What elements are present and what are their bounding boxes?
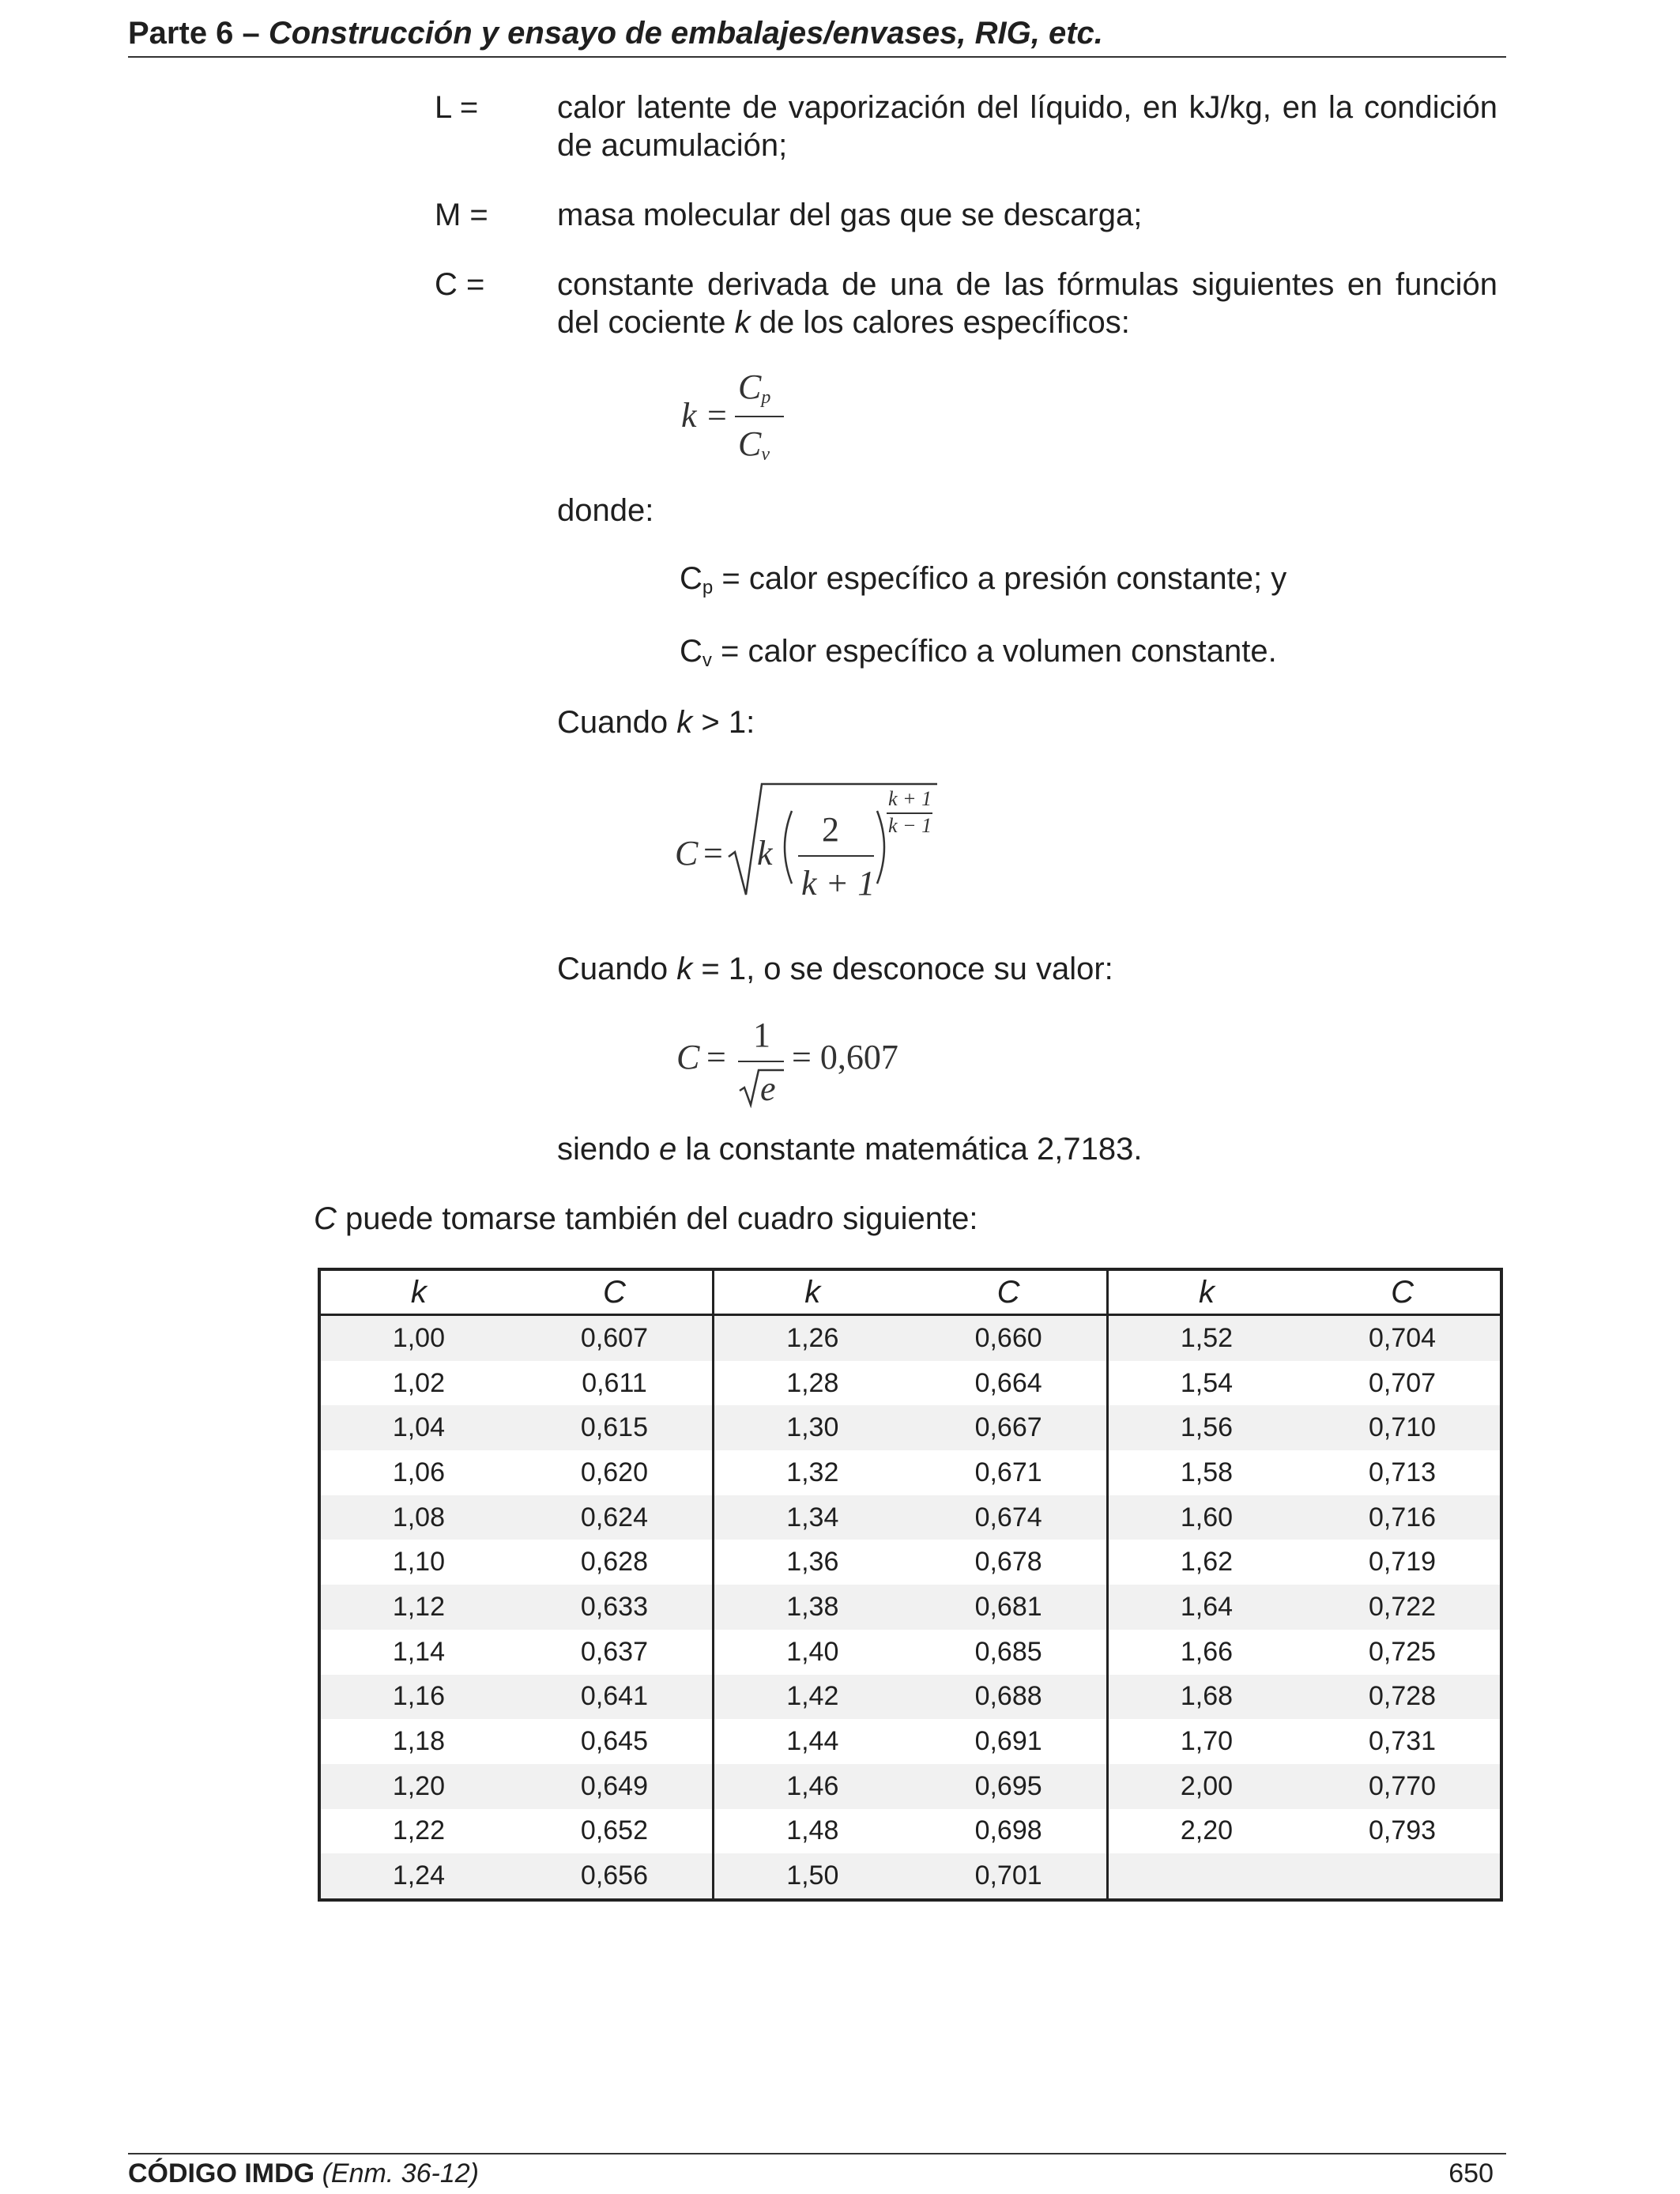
table-row [319,1853,1501,1900]
formula-c1-k: k [757,834,773,873]
formula-c2-num: 1 [753,1016,770,1054]
cell-k: 1,08 [319,1495,517,1540]
cell-c: 0,667 [910,1405,1107,1450]
cell-c: 0,725 [1369,1636,1437,1667]
cell-k: 1,14 [392,1636,445,1667]
cell-k: 1,46 [714,1764,911,1809]
formula-k-num-c: C [738,368,762,406]
cell-c: 0,707 [1369,1367,1437,1398]
def-text-m: masa molecular del gas que se descarga; [557,198,1143,232]
when-k-greater [557,703,755,741]
def-text-c [557,266,1497,341]
cell-c: 0,793 [1369,1815,1437,1846]
cell-c: 0,656 [517,1853,714,1900]
header-c-3: C [1305,1269,1501,1315]
cp-definition [680,560,1286,607]
formula-c1-den: k + 1 [801,864,876,903]
table-row [319,1361,1501,1406]
cell-k: 1,36 [714,1540,911,1585]
formula-c1-bar [798,855,874,857]
formula-c1-exp-num: k + 1 [888,787,932,810]
table-row [319,1719,1501,1764]
cell-k: 1,02 [392,1367,445,1398]
cell-k: 1,64 [1107,1585,1305,1630]
formula-c2-lhs: C [676,1038,700,1076]
cell-k: 1,12 [319,1585,517,1630]
cell-c: 0,645 [580,1726,649,1757]
table-row [319,1809,1501,1854]
cell-k: 1,10 [392,1547,445,1578]
cp-sub: p [702,577,714,598]
cell-c: 0,685 [974,1636,1042,1667]
table-intro-text: puede tomarse también del cuadro siguiente: [336,1201,978,1236]
cell-k: 1,20 [319,1764,517,1809]
table-row [319,1405,1501,1450]
formula-k-lhs: k [681,396,697,435]
donde-label: donde: [557,493,654,528]
formula-k-den-c: C [738,424,762,463]
cell-k: 1,54 [1107,1361,1305,1406]
footer-rule [128,2153,1506,2154]
table-intro-c: C [314,1201,337,1236]
cell-k: 1,28 [714,1361,911,1406]
cell-k: 1,16 [319,1675,517,1720]
when-eq-post: = 1, o se desconoce su valor: [692,952,1113,986]
cell-c: 0,704 [1305,1315,1501,1361]
cell-c: 0,716 [1305,1495,1501,1540]
cell-k: 1,32 [714,1450,911,1495]
cv-definition [680,632,1277,680]
header-rule [128,56,1506,58]
cell-k: 2,00 [1107,1764,1305,1809]
cell-c: 0,660 [910,1315,1107,1361]
when-eq-pre: Cuando [557,952,677,986]
cell-c: 0,688 [910,1675,1107,1720]
cell-k: 1,56 [1107,1405,1305,1450]
cp-text: = calor específico a presión constante; y [713,561,1287,596]
cell-c: 0,671 [974,1457,1042,1487]
header-k-1: k [319,1269,517,1315]
header-part: Parte 6 – [128,16,260,51]
cell-k: 1,58 [1107,1450,1305,1495]
cell-k: 1,38 [714,1585,911,1630]
def-term-m: M = [435,198,488,232]
cell-k: 1,00 [319,1315,517,1361]
cell-k: 1,70 [1107,1719,1305,1764]
formula-c1-num: 2 [822,810,839,849]
cp-sym: C [680,561,703,596]
cell-k: 1,40 [714,1630,911,1675]
cell-c: 0,674 [910,1495,1107,1540]
table-row [319,1450,1501,1495]
cell-c: 0,624 [517,1495,714,1540]
cell-c: 0,615 [517,1405,714,1450]
def-term-c: C = [435,267,485,302]
cell-k: 1,18 [392,1726,445,1757]
cell-k: 1,48 [714,1809,911,1854]
when-gt-post: > 1: [692,705,755,740]
cell-k: 1,24 [319,1853,517,1900]
cell-c: 0,628 [580,1547,649,1578]
cv-sub: v [702,650,712,671]
siendo-e-sym: e [658,1132,677,1167]
cell-k: 1,66 [1107,1630,1305,1675]
formula-c2-eq: = [706,1038,726,1076]
siendo-e [557,1130,1142,1168]
footer-code [128,2156,479,2191]
cell-c: 0,701 [910,1853,1107,1900]
formula-k-eq: = [707,396,727,435]
cell-c: 0,722 [1305,1585,1501,1630]
def-text-c-k: k [734,305,751,340]
formula-k-bar [735,416,784,417]
cell-c: 0,681 [910,1585,1107,1630]
cell-k: 1,26 [714,1315,911,1361]
cell-k: 1,06 [392,1457,445,1487]
cell-c: 0,770 [1305,1764,1501,1809]
cell-k: 1,68 [1107,1675,1305,1720]
cell-c: 0,637 [580,1636,649,1667]
header-c-2: C [910,1269,1107,1315]
siendo-pre: siendo [557,1132,659,1167]
def-text-l: calor latente de vaporización del líquido, en kJ/kg, en la condición de acumulación; [557,90,1497,163]
page-number: 650 [1448,2158,1494,2188]
header-title: Construcción y ensayo de embalajes/envases, RIG, etc. [268,16,1103,51]
table-row [319,1764,1501,1809]
when-eq-k: k [676,952,693,986]
siendo-post: la constante matemática 2,7183. [676,1132,1143,1167]
def-term-l: L = [435,90,479,125]
def-text-c-b: de los calores específicos: [750,305,1130,340]
cell-c: 0,728 [1305,1675,1501,1720]
formula-c2-bar [738,1061,784,1062]
cv-text: = calor específico a volumen constante. [711,634,1277,669]
cell-c: 0,652 [580,1815,649,1846]
formula-c2-den: e [760,1069,776,1108]
table-intro [314,1200,978,1238]
cell-c: 0,713 [1369,1457,1437,1487]
cell-k: 1,30 [714,1405,911,1450]
header-k-2: k [714,1269,911,1315]
cell-c: 0,607 [517,1315,714,1361]
cell-k: 1,34 [714,1495,911,1540]
def-text-c-a: constante derivada de una de las fórmulas siguientes en función del cociente [557,267,1497,340]
table-header-row [319,1269,1501,1315]
c-values-table [318,1268,1503,1902]
cell-c: 0,678 [974,1547,1042,1578]
cv-sym: C [680,634,703,669]
cell-k: 1,60 [1107,1495,1305,1540]
cell-c: 0,698 [974,1815,1042,1846]
formula-k-den-sub: v [761,444,770,465]
when-k-equals [557,950,1113,988]
formula-k-den [738,424,770,475]
cell-k: 2,20 [1107,1809,1305,1854]
table-row [319,1495,1501,1540]
cell-k: 1,52 [1107,1315,1305,1361]
cell-k [1107,1853,1305,1900]
cell-c: 0,641 [517,1675,714,1720]
page-header [128,13,1103,54]
cell-k: 1,62 [1107,1540,1305,1585]
cell-c: 0,691 [974,1726,1042,1757]
cell-k: 1,50 [714,1853,911,1900]
table-row [319,1585,1501,1630]
footer-amendment: (Enm. 36-12) [322,2158,479,2188]
table-row [319,1630,1501,1675]
cell-c: 0,620 [580,1457,649,1487]
cell-c: 0,731 [1369,1726,1437,1757]
cell-c: 0,710 [1305,1405,1501,1450]
formula-k-num-sub: p [761,387,771,408]
formula-k-num [738,367,770,418]
footer-code-name: CÓDIGO IMDG [128,2158,315,2188]
cell-c: 0,649 [517,1764,714,1809]
cell-c: 0,664 [974,1367,1042,1398]
when-gt-pre: Cuando [557,705,677,740]
formula-c1-exp-den: k − 1 [888,814,932,837]
cell-k: 1,04 [319,1405,517,1450]
header-c-1: C [517,1269,714,1315]
when-gt-k: k [676,705,693,740]
table-row [319,1675,1501,1720]
cell-k: 1,44 [714,1719,911,1764]
table-row [319,1315,1501,1361]
cell-c: 0,695 [910,1764,1107,1809]
cell-c [1305,1853,1501,1900]
cell-c: 0,633 [517,1585,714,1630]
cell-k: 1,42 [714,1675,911,1720]
table-row [319,1540,1501,1585]
cell-c: 0,719 [1369,1547,1437,1578]
cell-c: 0,611 [582,1367,647,1398]
formula-c1-lhs: C [675,834,699,873]
cell-k: 1,22 [392,1815,445,1846]
header-k-3: k [1107,1269,1305,1315]
formula-c2-rhs: = 0,607 [792,1038,898,1076]
formula-c1-eq: = [703,834,723,873]
